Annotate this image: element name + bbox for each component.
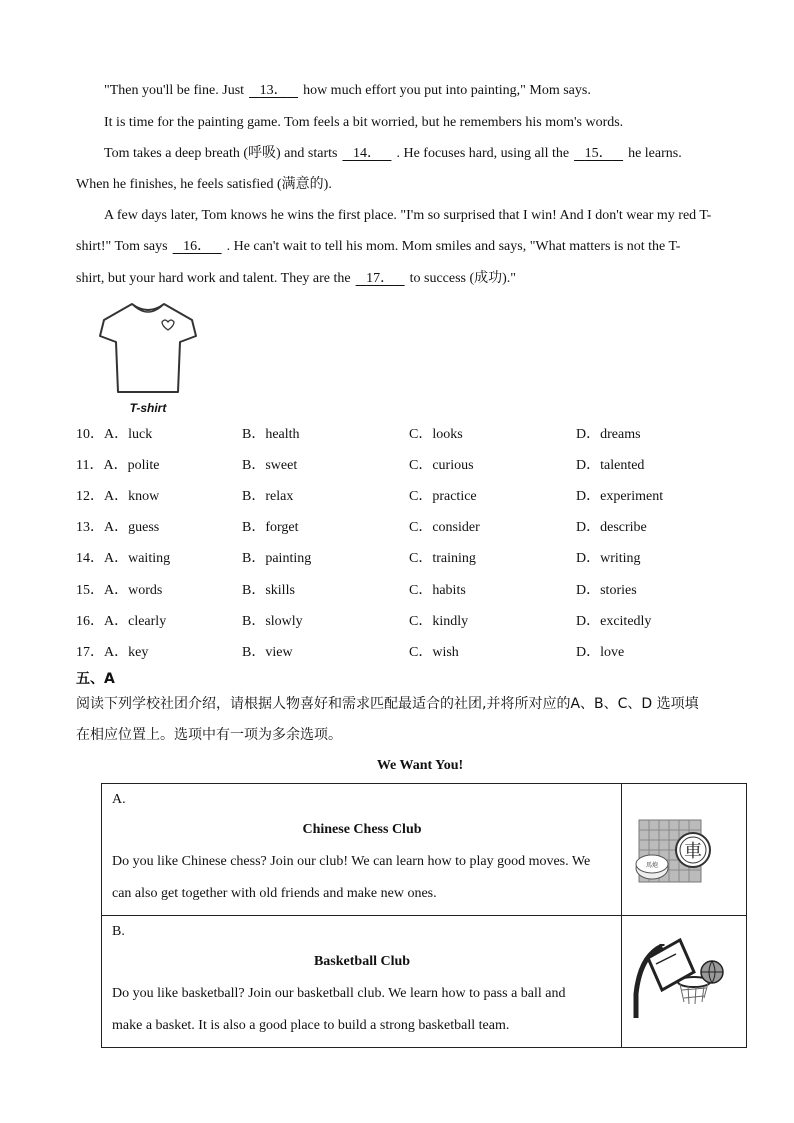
option-d[interactable]: D．describe [576,520,647,535]
question-number: 13． [76,520,104,535]
question-start [76,518,159,538]
option-b[interactable]: B．forget [242,520,299,535]
option-a[interactable]: A．know [104,489,160,504]
clubs-table [101,783,747,1048]
passage-line-3 [104,144,746,164]
text: he learns. [628,146,682,161]
chinese-chess-icon [622,784,746,910]
option-d[interactable]: D．talented [576,458,645,473]
section-heading: 五、A [76,671,115,687]
option-c[interactable]: C．practice [409,489,477,504]
text: "Then you'll be fine. Just [104,83,245,98]
chess-piece-label: 車 [684,841,702,862]
passage-line-4: When he finishes, he feels satisfied (满意的). [76,177,332,192]
option-a[interactable]: A．clearly [104,614,167,629]
tshirt-icon [96,300,200,396]
question-start [76,612,166,632]
club-text-cell [102,784,622,916]
question-number: 14． [76,551,104,566]
option-a[interactable]: A．waiting [104,551,171,566]
option-c[interactable]: C．curious [409,458,474,473]
option-a[interactable]: A．words [104,583,163,598]
question-start [76,643,148,663]
option-c[interactable]: C．wish [409,645,459,660]
option-d[interactable]: D．experiment [576,489,664,504]
option-b[interactable]: B．view [242,645,293,660]
tshirt-caption: T-shirt [129,401,167,415]
option-c[interactable]: C．habits [409,583,466,598]
club-text-cell [102,916,622,1048]
question-start [76,487,159,507]
text: how much effort you put into painting," Mom says. [303,83,591,98]
passage-line-1 [104,81,746,101]
tshirt-illustration [96,300,200,416]
option-b[interactable]: B．skills [242,583,295,598]
option-d[interactable]: D．love [576,645,625,660]
passage-line-2: It is time for the painting game. Tom feels a bit worried, but he remembers his mom's words. [104,115,624,130]
question-row [76,425,756,445]
club-name: Basketball Club [313,954,411,969]
club-description-line: Do you like Chinese chess? Join our club! We can learn how to play good moves. We [112,854,591,869]
club-row-a [102,784,747,916]
question-row [76,581,756,601]
option-b[interactable]: B．relax [242,489,294,504]
club-letter: A. [112,792,126,807]
option-c[interactable]: C．consider [409,520,480,535]
option-c[interactable]: C．kindly [409,614,469,629]
question-start [76,456,159,476]
passage-line-5: A few days later, Tom knows he wins the first place. "I'm so surprised that I win! And I don't wear my red T- [104,208,712,223]
blank-17: 17． [366,271,395,286]
option-a[interactable]: A．polite [103,458,160,473]
question-start [76,425,152,445]
passage-line-7 [76,269,746,289]
blank-13: 13． [259,83,288,98]
option-d[interactable]: D．excitedly [576,614,652,629]
club-description-line: can also get together with old friends and make new ones. [112,886,437,901]
instruction-line-1: 阅读下列学校社团介绍，请根据人物喜好和需求匹配最适合的社团,并将所对应的A、B、C、D 选项填 [76,696,699,712]
text: to success (成功)." [409,271,517,286]
blank-14: 14． [352,146,381,161]
club-description-line: make a basket. It is also a good place to build a strong basketball team. [112,1018,510,1033]
club-picture-cell [622,916,747,1048]
passage-line-6 [76,237,746,257]
club-name: Chinese Chess Club [302,822,422,837]
option-a[interactable]: A．key [104,645,149,660]
question-row [76,518,756,538]
option-b[interactable]: B．health [242,427,300,442]
question-number: 17． [76,645,104,660]
text: . He can't wait to tell his mom. Mom smiles and says, "What matters is not the T- [226,239,681,254]
question-number: 15． [76,583,104,598]
option-a[interactable]: A．luck [104,427,153,442]
option-b[interactable]: B．painting [242,551,312,566]
question-number: 16． [76,614,104,629]
question-row [76,643,756,663]
section-title: We Want You! [376,758,464,773]
question-number: 11． [76,458,104,473]
text: shirt!" Tom says [76,239,168,254]
option-c[interactable]: C．looks [409,427,463,442]
question-start [76,581,162,601]
blank-16: 16． [183,239,212,254]
option-d[interactable]: D．stories [576,583,637,598]
question-number: 10． [76,427,104,442]
question-row [76,612,756,632]
option-a[interactable]: A．guess [104,520,160,535]
option-c[interactable]: C．training [409,551,476,566]
club-letter: B. [112,924,125,939]
instruction-line-2: 在相应位置上。选项中有一项为多余选项。 [76,727,342,743]
question-number: 12． [76,489,104,504]
text: . He focuses hard, using all the [396,146,570,161]
option-b[interactable]: B．slowly [242,614,303,629]
club-row-b [102,916,747,1048]
question-row [76,549,756,569]
question-start [76,549,170,569]
question-row [76,456,756,476]
option-d[interactable]: D．dreams [576,427,641,442]
option-d[interactable]: D．writing [576,551,641,566]
club-picture-cell [622,784,747,916]
text: shirt, but your hard work and talent. They are the [76,271,351,286]
question-row [76,487,756,507]
option-b[interactable]: B．sweet [242,458,298,473]
club-description-line: Do you like basketball? Join our basketball club. We learn how to pass a ball and [112,986,566,1001]
blank-15: 15． [584,146,613,161]
chess-piece-small-label: 馬炮 [645,862,659,869]
text: Tom takes a deep breath (呼吸) and starts [104,146,338,161]
basketball-hoop-icon [622,916,746,1042]
